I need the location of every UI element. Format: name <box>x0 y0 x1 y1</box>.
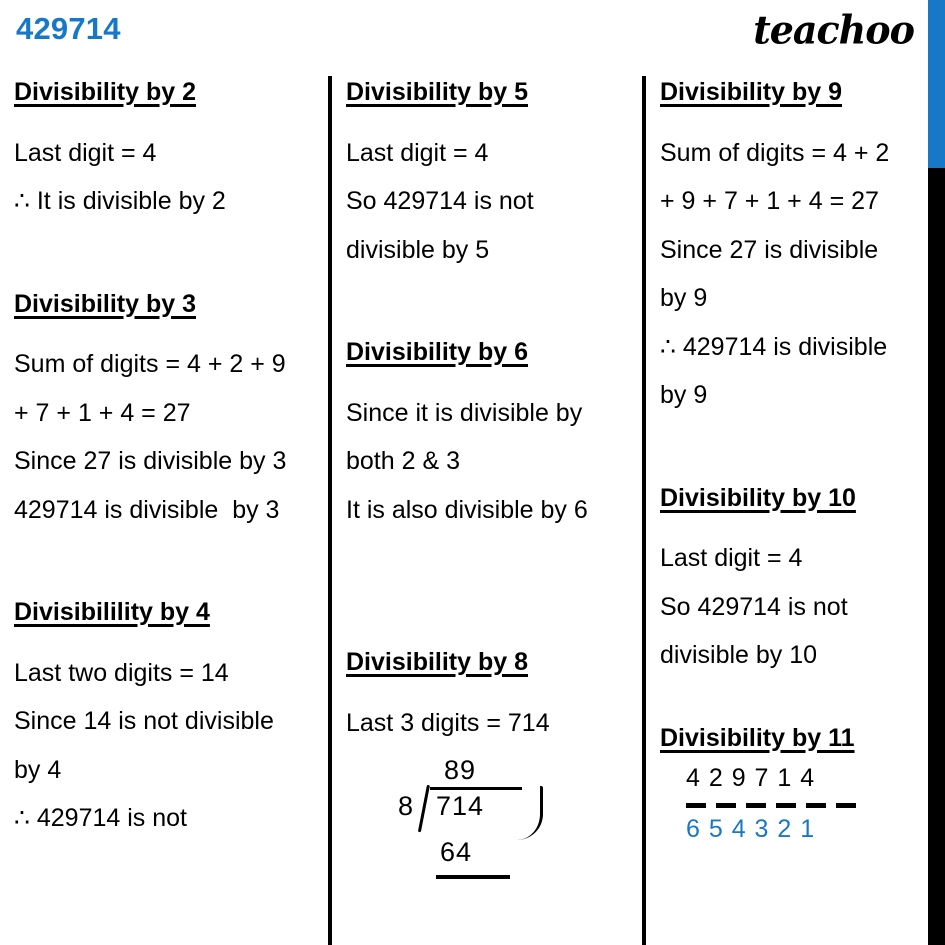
long-division-figure <box>382 755 572 885</box>
column-3 <box>642 76 928 945</box>
section-divisibility-by-4 <box>14 596 324 843</box>
column-2 <box>328 76 642 945</box>
page-header <box>0 0 928 72</box>
section-divisibility-by-6 <box>346 336 638 534</box>
line-text: by 9 <box>660 381 708 409</box>
heading-divisibility-by-5: Divisibility by 5 <box>346 78 529 106</box>
heading-divisibility-by-3: Divisibility by 3 <box>14 289 197 318</box>
line-text: ∴ 429714 is not <box>14 804 187 832</box>
division-subtraction-rule <box>436 875 510 879</box>
section-divisibility-by-2 <box>14 76 324 226</box>
eleven-dash-row <box>682 797 914 813</box>
spacer <box>346 679 638 699</box>
division-slash-rule <box>418 785 430 833</box>
line-text: Last digit = 4 <box>660 544 803 572</box>
teachoo-logo: teachoo <box>753 6 914 53</box>
division-divisor: 8 <box>398 791 414 821</box>
heading-divisibility-by-6: Divisibility by 6 <box>346 338 529 366</box>
spacer <box>14 534 324 596</box>
line-text: Since 27 is divisible by 3 <box>14 447 287 475</box>
division-dividend: 714 <box>436 791 485 821</box>
divisibility-11-figure <box>682 764 914 844</box>
line-text: Last two digits = 14 <box>14 658 229 687</box>
column-1 <box>0 76 328 945</box>
section-divisibility-by-11 <box>660 722 924 845</box>
eleven-dash <box>746 803 766 808</box>
spacer <box>346 534 638 646</box>
line-text: Since 14 is not divisible <box>14 707 274 735</box>
eleven-dash <box>806 803 826 808</box>
line-text: Since it is divisible by <box>346 398 583 427</box>
line-text: divisible by 5 <box>346 235 490 264</box>
section-divisibility-by-5 <box>346 76 638 274</box>
line-text: So 429714 is not <box>346 187 534 215</box>
line-text: by 4 <box>14 755 62 784</box>
spacer <box>346 274 638 336</box>
line-text: both 2 & 3 <box>346 447 460 475</box>
line-text: ∴ 429714 is divisible <box>660 332 888 361</box>
line-text: Last digit = 4 <box>14 138 157 167</box>
line-text: Sum of digits = 4 + 2 <box>660 138 890 167</box>
eleven-dash <box>776 803 796 808</box>
spacer <box>14 109 324 129</box>
spacer <box>14 629 324 649</box>
line-text: ∴ It is divisible by 2 <box>14 187 226 215</box>
line-text: It is also divisible by 6 <box>346 495 588 524</box>
black-accent-bar <box>928 168 945 945</box>
heading-divisibility-by-4: Divisibilility by 4 <box>14 598 210 626</box>
heading-divisibility-by-9: Divisibility by 9 <box>660 78 843 106</box>
line-text: divisible by 10 <box>660 641 818 669</box>
line-text: + 7 + 1 + 4 = 27 <box>14 398 191 427</box>
content-columns <box>0 76 928 945</box>
eleven-dash <box>836 803 856 808</box>
section-divisibility-by-8 <box>346 646 638 885</box>
division-right-curve <box>514 786 543 840</box>
heading-divisibility-by-8: Divisibility by 8 <box>346 648 529 676</box>
spacer <box>346 109 638 129</box>
spacer <box>660 680 924 722</box>
page-title-number: 429714 <box>16 11 121 46</box>
line-text: Since 27 is divisible <box>660 235 879 264</box>
section-divisibility-by-3 <box>14 288 324 535</box>
eleven-dash <box>686 803 706 808</box>
division-vinculum-rule <box>430 787 522 790</box>
division-quotient: 89 <box>444 755 477 785</box>
line-text: by 9 <box>660 284 708 312</box>
line-text: 429714 is divisible by 3 <box>14 495 280 524</box>
spacer <box>660 514 924 534</box>
section-divisibility-by-10 <box>660 482 924 680</box>
spacer <box>660 420 924 482</box>
spacer <box>346 369 638 389</box>
eleven-position-row: 6 5 4 3 2 1 <box>686 815 816 843</box>
eleven-dash <box>716 803 736 808</box>
line-text: Last digit = 4 <box>346 138 489 167</box>
division-subtrahend: 64 <box>440 837 473 867</box>
eleven-digit-row: 4 2 9 7 1 4 <box>686 764 816 792</box>
heading-divisibility-by-11: Divisibility by 11 <box>660 723 855 752</box>
heading-divisibility-by-10: Divisibility by 10 <box>660 483 856 512</box>
line-text: + 9 + 7 + 1 + 4 = 27 <box>660 187 879 215</box>
spacer <box>14 226 324 288</box>
blue-accent-bar <box>928 0 945 168</box>
line-text: Sum of digits = 4 + 2 + 9 <box>14 350 286 378</box>
section-divisibility-by-9 <box>660 76 924 420</box>
spacer <box>14 320 324 340</box>
line-text: So 429714 is not <box>660 592 848 621</box>
spacer <box>660 109 924 129</box>
heading-divisibility-by-2: Divisibility by 2 <box>14 78 197 106</box>
line-text: Last 3 digits = 714 <box>346 708 550 737</box>
